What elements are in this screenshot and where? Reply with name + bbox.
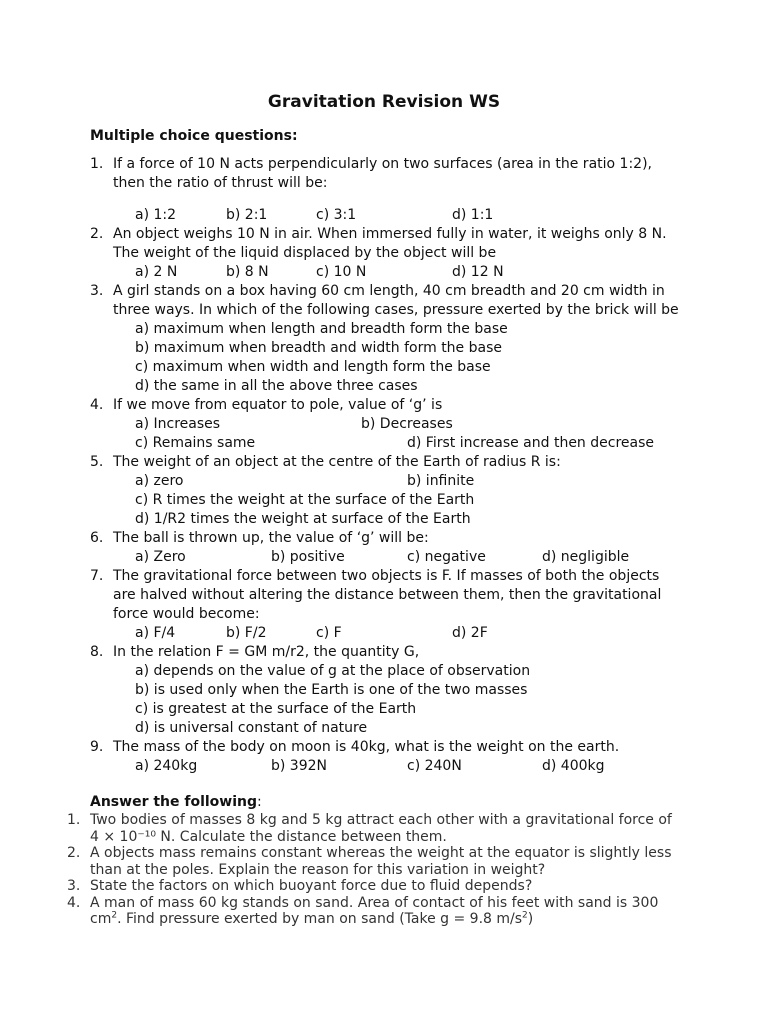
answer-list xyxy=(0,812,768,928)
question-number: 1. xyxy=(90,156,104,172)
question-number: 7. xyxy=(90,568,104,584)
options-row xyxy=(0,206,768,225)
options-row xyxy=(0,548,768,567)
question xyxy=(0,453,768,472)
option: b) 2:1 xyxy=(226,207,268,223)
option: b) Decreases xyxy=(361,416,453,432)
option: b) maximum when breadth and width form the base xyxy=(135,340,502,356)
option: b) is used only when the Earth is one of the two masses xyxy=(135,682,528,698)
options-row xyxy=(0,624,768,643)
mcq-list xyxy=(0,155,768,776)
answer-text-part: ) xyxy=(527,911,534,927)
answer-heading xyxy=(90,794,262,810)
option: a) maximum when length and breadth form the base xyxy=(135,321,508,337)
answer-text-part: A man of mass 60 kg stands on sand. Area of contact of his feet with sand is 300 cm xyxy=(90,894,659,927)
superscript: 2 xyxy=(111,910,118,921)
question xyxy=(0,155,768,193)
option: a) 240kg xyxy=(135,758,198,774)
options-row xyxy=(0,415,768,434)
superscript: 2 xyxy=(522,910,528,921)
option: c) maximum when width and length form the base xyxy=(135,359,491,375)
answer-text: A objects mass remains constant whereas the weight at the equator is slightly less than at the poles. Explain the reason for this variation in weight? xyxy=(90,845,672,878)
option: c) 10 N xyxy=(316,264,367,280)
question xyxy=(0,529,768,548)
question-text: If we move from equator to pole, value of ‘g’ is xyxy=(113,397,443,413)
options-row xyxy=(0,434,768,453)
answer-item xyxy=(0,878,768,895)
option: d) is universal constant of nature xyxy=(135,720,368,736)
question-text: If a force of 10 N acts perpendicularly on two surfaces (area in the ratio 1:2), then the ratio of thrust will be: xyxy=(113,156,652,191)
option: d) negligible xyxy=(542,549,630,565)
answer-text: Two bodies of masses 8 kg and 5 kg attract each other with a gravitational force of 4 × 10⁻¹⁰ N. Calculate the distance between them. xyxy=(90,812,672,845)
option: a) Zero xyxy=(135,549,186,565)
question-number: 5. xyxy=(90,454,104,470)
question xyxy=(0,738,768,757)
answer-number: 4. xyxy=(67,894,81,911)
answer-text xyxy=(90,895,680,928)
option: c) R times the weight at the surface of the Earth xyxy=(135,492,475,508)
answer-item xyxy=(0,845,768,878)
option: d) the same in all the above three cases xyxy=(135,378,418,394)
option: c) F xyxy=(316,625,342,641)
question-number: 6. xyxy=(90,530,104,546)
options-row xyxy=(0,472,768,491)
option: d) 1/R2 times the weight at surface of the Earth xyxy=(135,511,471,527)
answer-text-part: . Find pressure exerted by man on sand (Take g = 9.8 m/s xyxy=(117,911,523,927)
question-number: 3. xyxy=(90,283,104,299)
question-number: 4. xyxy=(90,397,104,413)
answer-number: 1. xyxy=(67,812,81,828)
answer-number: 3. xyxy=(67,878,81,894)
option: a) F/4 xyxy=(135,625,176,641)
question-number: 8. xyxy=(90,644,104,660)
page-title: Gravitation Revision WS xyxy=(267,92,501,112)
answer-item xyxy=(0,812,768,845)
option: d) 1:1 xyxy=(452,207,494,223)
question-text: The ball is thrown up, the value of ‘g’ will be: xyxy=(113,530,429,546)
answer-text: State the factors on which buoyant force due to fluid depends? xyxy=(90,878,533,894)
option: d) 2F xyxy=(452,625,488,641)
options-row xyxy=(0,757,768,776)
option: a) zero xyxy=(135,473,184,489)
answer-number: 2. xyxy=(67,845,81,861)
option: c) 240N xyxy=(407,758,462,774)
question-text: The weight of an object at the centre of the Earth of radius R is: xyxy=(113,454,561,470)
question xyxy=(0,282,768,320)
question xyxy=(0,396,768,415)
option: d) 400kg xyxy=(542,758,605,774)
option: a) Increases xyxy=(135,416,221,432)
option: b) 392N xyxy=(271,758,327,774)
question-text: An object weighs 10 N in air. When immersed fully in water, it weighs only 8 N. The weight of the liquid displaced by the object will be xyxy=(113,226,667,261)
option: b) 8 N xyxy=(226,264,269,280)
option: c) is greatest at the surface of the Earth xyxy=(135,701,417,717)
question-text: The mass of the body on moon is 40kg, what is the weight on the earth. xyxy=(113,739,620,755)
option: a) 1:2 xyxy=(135,207,177,223)
option: b) positive xyxy=(271,549,345,565)
option: d) First increase and then decrease xyxy=(407,435,655,451)
question xyxy=(0,567,768,624)
option: a) depends on the value of g at the place of observation xyxy=(135,663,531,679)
option: c) 3:1 xyxy=(316,207,357,223)
question-number: 2. xyxy=(90,226,104,242)
options-row xyxy=(0,263,768,282)
question-text: The gravitational force between two objects is F. If masses of both the objects are halved without altering the distance between them, then the gravitational force would become: xyxy=(113,568,662,622)
option: c) Remains same xyxy=(135,435,256,451)
question xyxy=(0,225,768,263)
option: c) negative xyxy=(407,549,486,565)
option: b) infinite xyxy=(407,473,475,489)
option: b) F/2 xyxy=(226,625,267,641)
question xyxy=(0,643,768,662)
answer-heading-colon: : xyxy=(257,794,262,810)
mcq-heading: Multiple choice questions: xyxy=(90,128,298,144)
answer-heading-text: Answer the following xyxy=(90,794,258,810)
answer-item xyxy=(0,895,768,928)
option: d) 12 N xyxy=(452,264,504,280)
question-text: In the relation F = GM m/r2, the quantity G, xyxy=(113,644,420,660)
question-number: 9. xyxy=(90,739,104,755)
question-text: A girl stands on a box having 60 cm length, 40 cm breadth and 20 cm width in three ways. In which of the following cases, pressure exerted by the brick will be xyxy=(113,283,679,318)
option: a) 2 N xyxy=(135,264,178,280)
